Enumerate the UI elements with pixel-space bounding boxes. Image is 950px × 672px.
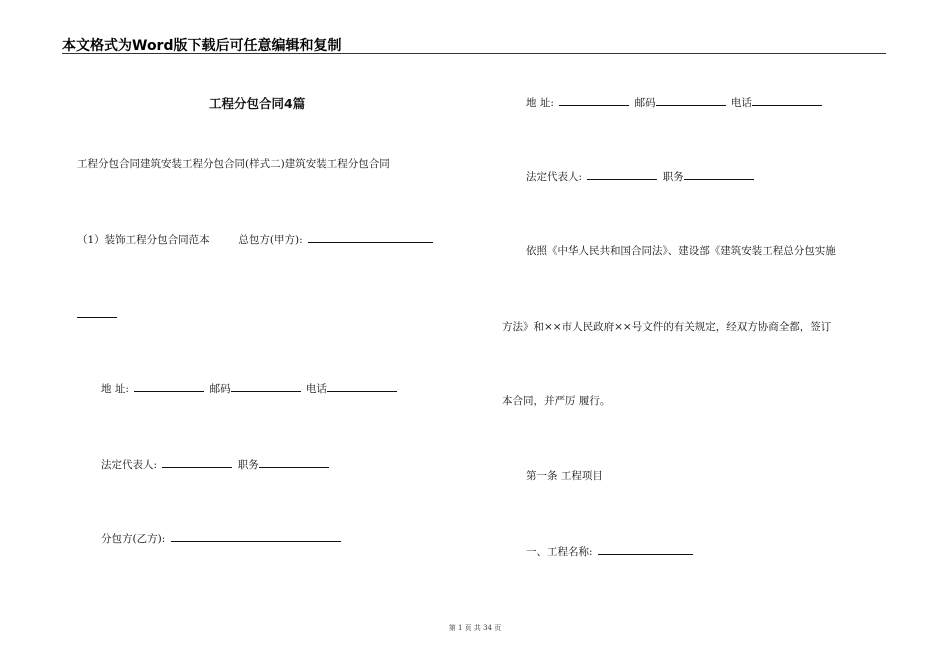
party-a-continuation <box>77 306 119 321</box>
right-legal-rep-line <box>526 168 756 184</box>
project-name-label: 一、工程名称: <box>526 546 593 558</box>
address-label: 地 址: <box>526 97 554 109</box>
address-blank <box>559 94 629 106</box>
postcode-blank <box>656 94 726 106</box>
project-name-blank <box>598 543 693 555</box>
party-a-label: 总包方(甲方): <box>238 234 303 246</box>
phone-label: 电话 <box>730 97 752 109</box>
intro-paragraph: 工程分包合同建筑安装工程分包合同(样式二)建筑安装工程分包合同 <box>77 158 390 170</box>
postcode-label: 邮码 <box>209 383 231 395</box>
article-1-heading: 第一条 工程项目 <box>526 470 603 482</box>
project-name-line <box>526 543 695 559</box>
document-header: 本文格式为Word版下载后可任意编辑和复制 <box>62 38 342 54</box>
header-divider <box>62 53 886 54</box>
left-legal-rep-line <box>101 456 331 472</box>
postcode-blank <box>231 380 301 392</box>
position-blank <box>259 456 329 468</box>
position-label: 职务 <box>662 171 684 183</box>
address-blank <box>134 380 204 392</box>
party-b-line <box>101 530 343 546</box>
left-address-line <box>101 380 399 396</box>
item1-label: （1）装饰工程分包合同范本 <box>77 234 210 246</box>
legal-rep-label: 法定代表人: <box>526 171 583 183</box>
paragraph-line-2: 方法》和××市人民政府××号文件的有关规定，经双方协商全都，签订 <box>502 321 832 333</box>
right-address-line <box>526 94 824 110</box>
legal-rep-blank <box>587 168 657 180</box>
legal-rep-label: 法定代表人: <box>101 459 158 471</box>
party-b-label: 分包方(乙方): <box>101 533 166 545</box>
position-label: 职务 <box>237 459 259 471</box>
postcode-label: 邮码 <box>634 97 656 109</box>
paragraph-line-1: 依照《中华人民共和国合同法》、建设部《建筑安装工程总分包实施 <box>526 245 836 257</box>
party-a-blank-continued <box>77 306 117 318</box>
legal-rep-blank <box>162 456 232 468</box>
page-footer: 第 1 页 共 34 页 <box>448 624 502 632</box>
paragraph-line-3: 本合同，并严厉 履行。 <box>502 395 611 407</box>
position-blank <box>684 168 754 180</box>
document-title: 工程分包合同4篇 <box>209 96 306 111</box>
item1-line <box>77 231 435 247</box>
phone-blank <box>752 94 822 106</box>
party-b-blank <box>171 530 341 542</box>
party-a-blank <box>308 231 433 243</box>
phone-blank <box>327 380 397 392</box>
address-label: 地 址: <box>101 383 129 395</box>
phone-label: 电话 <box>305 383 327 395</box>
